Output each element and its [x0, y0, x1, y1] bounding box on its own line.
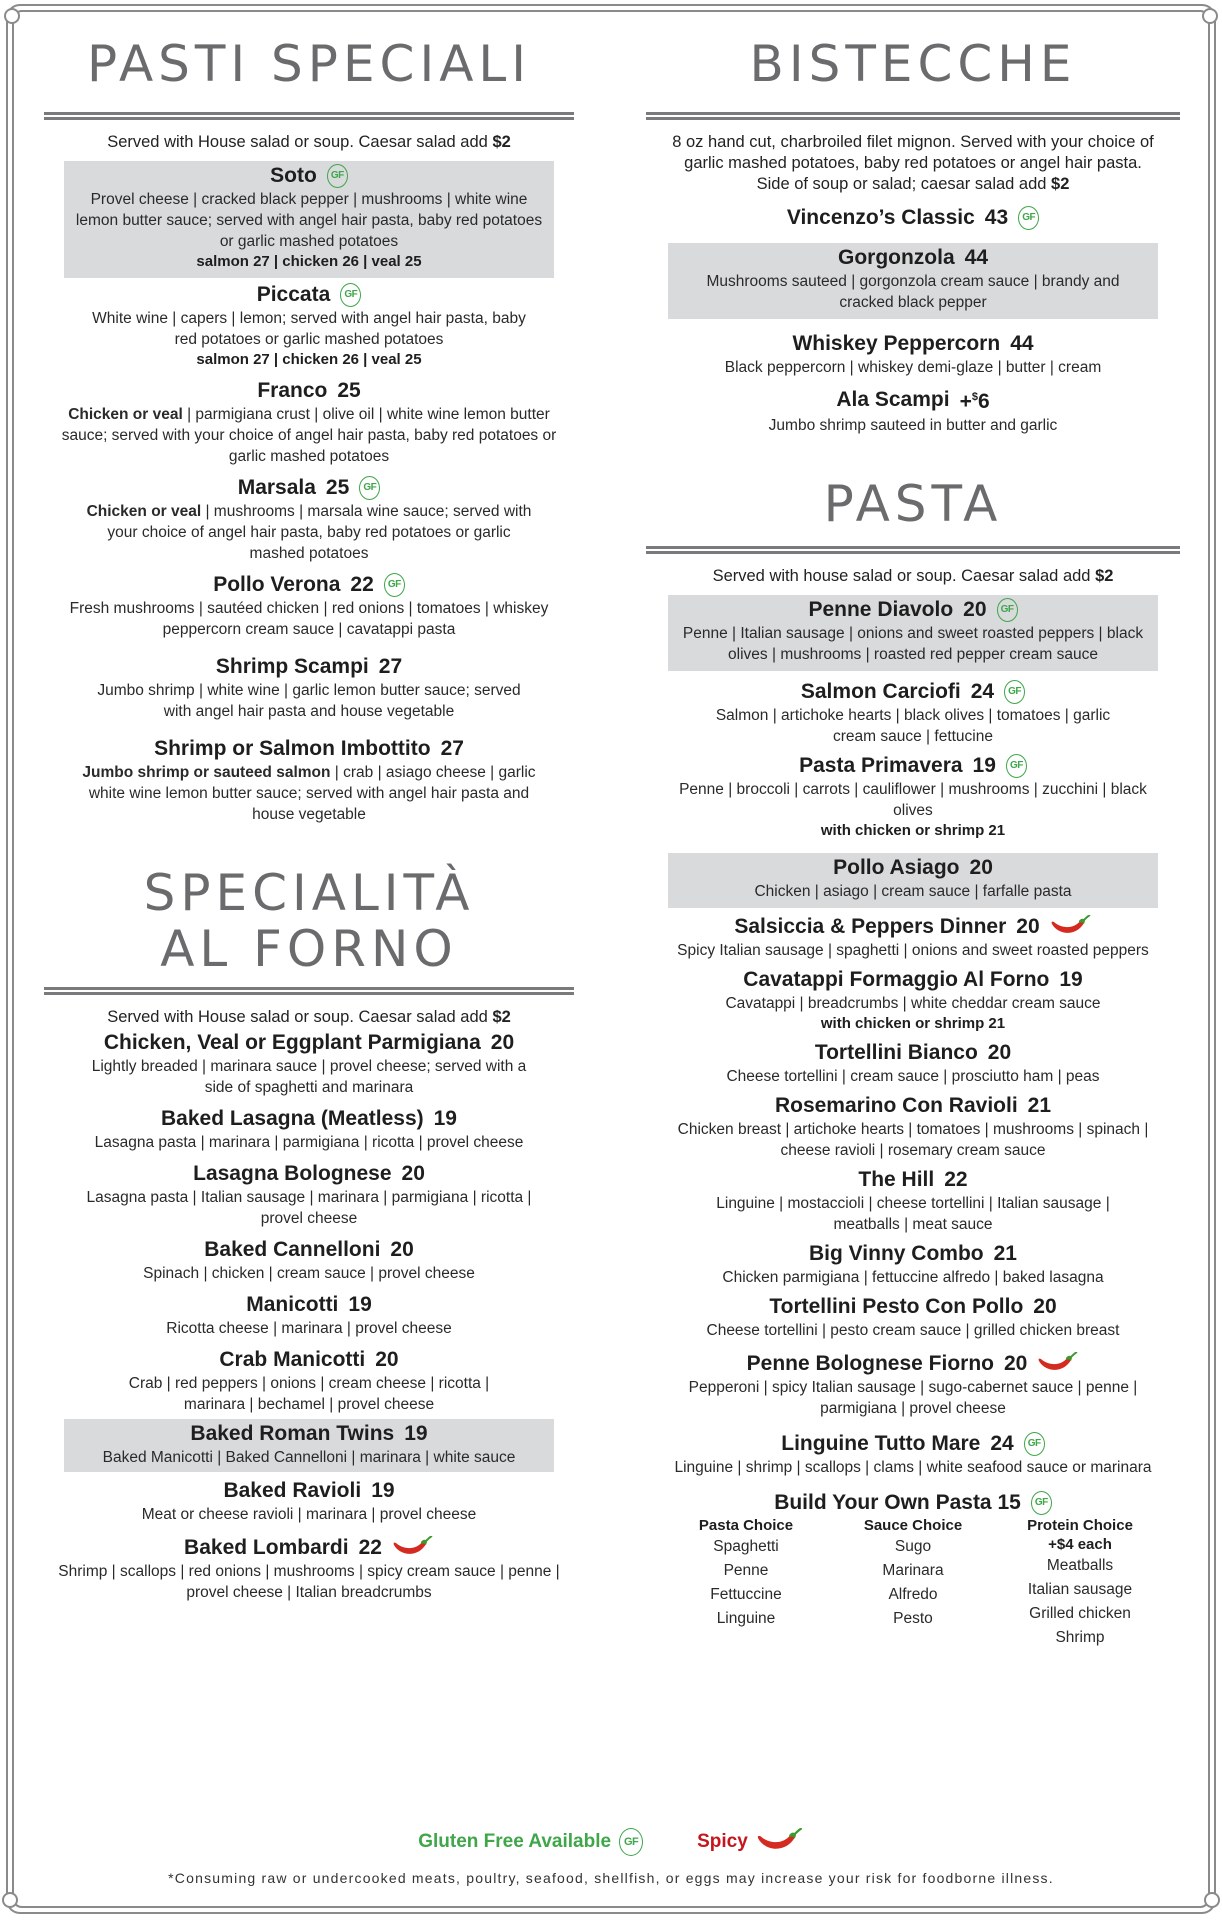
menu-item-shrimp-scampi — [44, 654, 574, 722]
item-title: Piccata GF — [257, 282, 362, 308]
item-title: Vincenzo’s Classic 43 GF — [787, 205, 1039, 231]
gluten-free-icon: GF — [1031, 1491, 1052, 1515]
item-description: Jumbo shrimp or sauteed salmon | crab | asiago cheese | garlic white wine lemon butter sauce; served with angel hair pasta and house vegetable — [82, 764, 536, 823]
item-description: Linguine | mostaccioli | cheese tortellini | Italian sausage | meatballs | meat sauce — [716, 1195, 1110, 1233]
item-title: Baked Lasagna (Meatless) 19 — [161, 1107, 457, 1130]
section-al-forno — [44, 865, 574, 1603]
item-title: Shrimp or Salmon Imbottito 27 — [154, 737, 464, 760]
gluten-free-icon: GF — [1018, 206, 1039, 230]
item-title: Gorgonzola 44 — [837, 246, 989, 269]
item-description: Black peppercorn | whiskey demi-glaze | butter | cream — [724, 359, 1102, 376]
item-title: Tortellini Pesto Con Pollo 20 — [769, 1295, 1057, 1318]
menu-item-roman-twins — [64, 1419, 554, 1472]
item-title: Penne Diavolo 20 GF — [808, 597, 1017, 623]
gluten-free-icon: GF — [1004, 680, 1025, 704]
item-description: Jumbo shrimp | white wine | garlic lemon butter sauce; served with angel hair pasta and house vegetable — [97, 682, 521, 720]
item-description: Spinach | chicken | cream sauce | provel cheese — [143, 1265, 475, 1282]
item-description: Shrimp | scallops | red onions | mushrooms | spicy cream sauce | penne | provel cheese | Italian breadcrumbs — [58, 1563, 560, 1601]
gluten-free-icon: GF — [997, 598, 1018, 622]
item-title: Pollo Verona 22 GF — [213, 572, 405, 598]
item-title: Marsala 25 GF — [238, 475, 381, 501]
legend-gluten-free: Gluten Free Available GF — [418, 1828, 643, 1856]
item-title: Whiskey Peppercorn 44 — [792, 332, 1034, 355]
menu-item-salmon-carciofi — [646, 679, 1180, 747]
item-title: Baked Lombardi 22 — [184, 1535, 434, 1561]
menu-item-baked-ravioli — [44, 1478, 574, 1525]
chili-pepper-icon — [1037, 1352, 1079, 1376]
item-title: Rosemarino Con Ravioli 21 — [774, 1094, 1052, 1117]
section-pasta — [646, 476, 1180, 1650]
gluten-free-icon: GF — [1006, 754, 1027, 778]
choice-grid — [646, 1516, 1180, 1650]
item-title: Crab Manicotti 20 — [219, 1348, 399, 1371]
menu-item-vincenzos-classic — [646, 205, 1180, 231]
item-description: Chicken or veal | mushrooms | marsala wine sauce; served with your choice of angel hair pasta, baby red potatoes or garlic mashed potatoes — [86, 503, 532, 562]
item-description: Chicken | asiago | cream sauce | farfalle pasta — [754, 883, 1072, 900]
chili-pepper-icon — [1050, 915, 1092, 939]
chili-pepper-icon — [756, 1828, 804, 1856]
item-title: Baked Cannelloni 20 — [204, 1238, 414, 1261]
item-description: Crab | red peppers | onions | cream cheese | ricotta | marinara | bechamel | provel cheese — [128, 1375, 490, 1413]
item-description: White wine | capers | lemon; served with angel hair pasta, baby red potatoes or garlic mashed potatoes — [92, 310, 526, 348]
corner-curl-icon — [1202, 8, 1218, 24]
menu-item-linguine-tutto-mare — [646, 1431, 1180, 1478]
pasta-choice-column: Pasta Choice Spaghetti Penne Fettuccine Linguine — [698, 1517, 794, 1627]
menu-item-the-hill — [646, 1167, 1180, 1235]
legend-spicy: Spicy — [697, 1828, 804, 1856]
sauce-choice-column: Sauce Choice Sugo Marinara Alfredo Pesto — [863, 1517, 963, 1627]
item-title: Soto GF — [270, 163, 348, 189]
menu-item-salsiccia-peppers — [646, 914, 1180, 961]
item-title: Big Vinny Combo 21 — [809, 1242, 1017, 1265]
item-prices: salmon 27 | chicken 26 | veal 25 — [196, 351, 422, 368]
menu-item-penne-diavolo — [668, 595, 1158, 671]
item-title: Salsiccia & Peppers Dinner 20 — [734, 914, 1091, 940]
item-description: Provel cheese | cracked black pepper | mushrooms | white wine lemon butter sauce; served with angel hair pasta, baby red potatoes or garlic mashed potatoes — [75, 191, 543, 250]
item-description: Penne | broccoli | carrots | cauliflower | mushrooms | zucchini | black olives — [679, 781, 1147, 819]
legend — [0, 1828, 1222, 1856]
section-title: PASTA — [823, 475, 1003, 533]
gluten-free-icon: GF — [327, 164, 348, 188]
gluten-free-icon: GF — [384, 573, 405, 597]
item-description: Mushrooms sauteed | gorgonzola cream sauce | brandy and cracked black pepper — [706, 273, 1120, 311]
item-title: Tortellini Bianco 20 — [814, 1041, 1012, 1064]
menu-item-big-vinny-combo — [646, 1241, 1180, 1288]
item-title: Salmon Carciofi 24 GF — [801, 679, 1025, 705]
item-description: Chicken or veal | parmigiana crust | olive oil | white wine lemon butter sauce; served with your choice of angel hair pasta, baby red potatoes or garlic mashed potatoes — [61, 406, 557, 465]
menu-item-baked-lasagna — [44, 1106, 574, 1153]
item-title: Pasta Primavera 19 GF — [799, 753, 1027, 779]
menu-item-soto — [64, 161, 554, 278]
gluten-free-icon: GF — [619, 1828, 643, 1856]
item-description: Cheese tortellini | cream sauce | prosciutto ham | peas — [726, 1068, 1100, 1085]
menu-item-pollo-asiago — [668, 853, 1158, 908]
chili-pepper-icon — [392, 1536, 434, 1560]
item-description: Cheese tortellini | pesto cream sauce | grilled chicken breast — [706, 1322, 1120, 1339]
item-description: Baked Manicotti | Baked Cannelloni | marinara | white sauce — [102, 1449, 516, 1466]
item-description: Chicken breast | artichoke hearts | tomatoes | mushrooms | spinach | cheese ravioli | rosemary cream sauce — [677, 1121, 1149, 1159]
item-title: Pollo Asiago 20 — [833, 856, 993, 879]
corner-curl-icon — [2, 1892, 18, 1908]
menu-item-rosemarino — [646, 1093, 1180, 1161]
section-intro: Served with House salad or soup. Caesar salad add $2 — [107, 133, 511, 151]
build-your-own-pasta — [646, 1490, 1180, 1650]
item-description: Salmon | artichoke hearts | black olives | tomatoes | garlic cream sauce | fettucine — [715, 707, 1111, 745]
menu-item-tortellini-pesto — [646, 1294, 1180, 1341]
item-description: Linguine | shrimp | scallops | clams | white seafood sauce or marinara — [674, 1459, 1152, 1476]
item-title: Linguine Tutto Mare 24 GF — [781, 1431, 1044, 1457]
menu-item-parmigiana — [44, 1030, 574, 1098]
menu-item-crab-manicotti — [44, 1347, 574, 1415]
menu-item-lasagna-bolognese — [44, 1161, 574, 1229]
item-description: Meat or cheese ravioli | marinara | provel cheese — [141, 1506, 477, 1523]
item-title: Franco 25 — [257, 379, 361, 402]
section-intro: Served with house salad or soup. Caesar salad add $2 — [712, 567, 1114, 585]
item-add-on: with chicken or shrimp 21 — [820, 1015, 1006, 1032]
item-title: Manicotti 19 — [246, 1293, 372, 1316]
menu-item-baked-cannelloni — [44, 1237, 574, 1284]
item-description: Lightly breaded | marinara sauce | provel cheese; served with a side of spaghetti and marinara — [91, 1058, 527, 1096]
menu-item-manicotti — [44, 1292, 574, 1339]
item-add-on: with chicken or shrimp 21 — [820, 822, 1006, 839]
item-description: Chicken parmigiana | fettuccine alfredo | baked lasagna — [722, 1269, 1104, 1286]
menu-item-ala-scampi — [646, 384, 1180, 436]
item-title: Shrimp Scampi 27 — [215, 655, 403, 678]
right-column — [646, 0, 1180, 1650]
section-intro: 8 oz hand cut, charbroiled filet mignon. Served with your choice of garlic mashed potatoes, baby red potatoes or angel hair pasta. Side of soup or salad; caesar salad add $2 — [672, 133, 1154, 193]
corner-curl-icon — [1204, 1892, 1220, 1908]
item-title: Cavatappi Formaggio Al Forno 19 — [743, 968, 1083, 991]
menu-item-penne-bolognese — [646, 1351, 1180, 1419]
menu-item-baked-lombardi — [44, 1535, 574, 1603]
gluten-free-icon: GF — [340, 283, 361, 307]
section-title: BISTECCHE — [749, 35, 1077, 93]
section-bistecche — [646, 36, 1180, 436]
section-title: SPECIALITÀ AL FORNO — [143, 864, 475, 978]
item-description: Lasagna pasta | Italian sausage | marinara | parmigiana | ricotta | provel cheese — [86, 1189, 532, 1227]
menu-item-tortellini-bianco — [646, 1040, 1180, 1087]
item-title: Build Your Own Pasta 15 GF — [774, 1490, 1052, 1516]
food-safety-disclaimer: *Consuming raw or undercooked meats, poultry, seafood, shellfish, or eggs may increase your risk for foodborne illness. — [168, 1870, 1054, 1886]
gluten-free-icon: GF — [359, 476, 380, 500]
item-description: Spicy Italian sausage | spaghetti | onions and sweet roasted peppers — [677, 942, 1149, 959]
corner-curl-icon — [4, 8, 20, 24]
item-title: Chicken, Veal or Eggplant Parmigiana 20 — [103, 1031, 515, 1054]
section-title: PASTI SPECIALI — [86, 35, 532, 93]
item-title: Penne Bolognese Fiorno 20 — [747, 1351, 1080, 1377]
protein-choice-column: Protein Choice +$4 each Meatballs Italian sausage Grilled chicken Shrimp — [1027, 1517, 1133, 1646]
section-divider — [646, 112, 1180, 120]
section-divider — [44, 987, 574, 995]
section-pasti-speciali — [44, 36, 574, 825]
item-description: Cavatappi | breadcrumbs | white cheddar cream sauce — [725, 995, 1101, 1012]
item-price: +$6 — [959, 390, 990, 413]
item-description: Jumbo shrimp sauteed in butter and garlic — [768, 417, 1058, 434]
item-description: Penne | Italian sausage | onions and sweet roasted peppers | black olives | mushrooms | roasted red pepper cream sauce — [682, 625, 1144, 663]
left-column — [44, 0, 574, 1603]
menu-item-pollo-verona — [44, 572, 574, 640]
item-description: Fresh mushrooms | sautéed chicken | red onions | tomatoes | whiskey peppercorn cream sauce | cavatappi pasta — [69, 600, 549, 638]
menu-item-whiskey-peppercorn — [646, 331, 1180, 378]
item-title: Baked Ravioli 19 — [223, 1479, 395, 1502]
item-prices: salmon 27 | chicken 26 | veal 25 — [196, 253, 422, 270]
menu-item-marsala — [44, 475, 574, 564]
section-intro: Served with House salad or soup. Caesar salad add $2 — [107, 1008, 511, 1026]
section-divider — [44, 112, 574, 120]
menu-item-piccata — [64, 282, 554, 370]
menu-item-gorgonzola — [668, 243, 1158, 319]
gluten-free-icon: GF — [1024, 1432, 1045, 1456]
menu-item-franco — [44, 378, 574, 467]
item-title: Baked Roman Twins 19 — [190, 1422, 428, 1445]
menu-item-pasta-primavera — [646, 753, 1180, 841]
item-title: The Hill 22 — [858, 1168, 968, 1191]
item-description: Ricotta cheese | marinara | provel cheese — [166, 1320, 452, 1337]
menu-item-cavatappi — [646, 967, 1180, 1034]
item-description: Pepperoni | spicy Italian sausage | sugo-cabernet sauce | penne | parmigiana | provel cheese — [688, 1379, 1138, 1417]
item-description: Lasagna pasta | marinara | parmigiana | ricotta | provel cheese — [94, 1134, 524, 1151]
item-title: Lasagna Bolognese 20 — [193, 1162, 425, 1185]
section-divider — [646, 546, 1180, 554]
item-title: Ala Scampi +$6 — [836, 384, 989, 415]
menu-item-imbottito — [44, 736, 574, 825]
